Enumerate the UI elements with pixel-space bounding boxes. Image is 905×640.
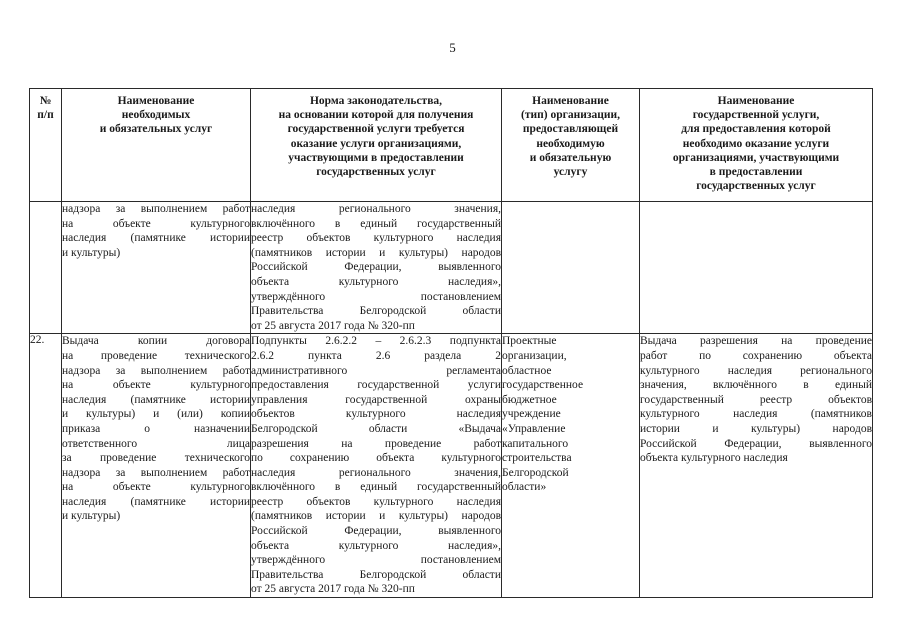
text-line: Российской Федерации, выявленного (640, 437, 872, 450)
header-service-name (62, 89, 251, 202)
text-line: учреждение (502, 408, 561, 421)
header-number (30, 89, 62, 202)
text-line: ответственного лица (62, 437, 250, 450)
text-line: организации, (502, 349, 567, 362)
header-line: и обязательную (529, 151, 612, 164)
text-line: надзора за выполнением работ (62, 466, 250, 479)
header-line: для предоставления которой (681, 123, 831, 136)
header-line: № (39, 95, 52, 107)
text-line: на объекте культурного (62, 481, 250, 494)
header-line: (тип) организации, (521, 109, 620, 122)
text-line: государственное (502, 379, 584, 392)
text-line: от 25 августа 2017 года № 320-пп (251, 319, 415, 332)
text-line: наследия (памятнике истории (62, 495, 250, 508)
text-line: наследия регионального значения, (251, 466, 501, 479)
text-line: Российской Федерации, выявленного (251, 261, 501, 274)
legal-norm-cell (251, 202, 502, 334)
header-government-service (640, 89, 873, 202)
header-line: в предоставлении (709, 166, 803, 179)
text-line: «Управление (502, 422, 566, 435)
text-line: культурного наследия регионального (640, 364, 872, 377)
government-service-cell (640, 202, 873, 334)
text-line: утверждённого постановлением (251, 290, 501, 303)
header-line: на основании которой для получения (278, 109, 474, 122)
government-service-cell (640, 334, 873, 598)
text-line: утверждённого постановлением (251, 554, 501, 567)
row-number: 22. (30, 334, 62, 598)
header-line: организациями, участвующими (672, 151, 840, 164)
text-line: объекта культурного наследия (640, 452, 788, 465)
text-line: надзора за выполнением работ (62, 364, 250, 377)
header-line: услугу (553, 166, 588, 179)
organization-type-cell (502, 334, 640, 598)
page-number: 5 (449, 40, 456, 55)
text-line: Выдача разрешения на проведение (640, 335, 872, 348)
header-line: п/п (37, 109, 54, 122)
header-line: Наименование (117, 95, 195, 107)
text-line: Проектные (502, 335, 557, 348)
text-line: работ по сохранению объекта (640, 349, 872, 362)
text-line: приказа о назначении (62, 422, 250, 435)
header-line: государственной услуги требуется (287, 123, 465, 136)
text-line: (памятников истории и культуры) народов (251, 510, 501, 523)
header-line: необходимо оказание услуги (682, 137, 830, 150)
text-line: наследия (памятнике истории (62, 393, 250, 406)
text-line: культурного наследия (памятников (640, 408, 872, 421)
text-line: наследия регионального значения, (251, 203, 501, 215)
table-row (30, 202, 873, 334)
text-line: бюджетное (502, 393, 557, 406)
text-line: включённого в единый государственный (251, 481, 501, 494)
header-line: предоставляющей (522, 123, 619, 136)
text-line: и культуры) и (или) копии (62, 408, 250, 421)
services-table (29, 88, 873, 598)
text-line: капитального (502, 437, 569, 450)
text-line: областное (502, 364, 552, 377)
text-line: государственный реестр объектов (640, 393, 872, 406)
header-line: Наименование (532, 95, 609, 107)
text-line: Подпункты 2.6.2.2 – 2.6.2.3 подпункта (251, 335, 501, 348)
table-header-row (30, 89, 873, 202)
text-line: и культуры) (62, 510, 121, 523)
text-line: Правительства Белгородской области (251, 305, 501, 318)
text-line: реестр объектов культурного наследия (251, 495, 501, 508)
text-line: Белгородской области «Выдача (251, 422, 501, 435)
header-legal-norm (251, 89, 502, 202)
text-line: объекта культурного наследия», (251, 539, 501, 552)
header-line: государственных услуг (696, 180, 816, 193)
text-line: истории и культуры) народов (640, 422, 872, 435)
text-line: области» (502, 481, 547, 494)
text-line: разрешения на проведение работ (251, 437, 501, 450)
text-line: объекта культурного наследия», (251, 275, 501, 288)
text-line: Выдача копии договора (62, 335, 250, 348)
text-line: включённого в единый государственный (251, 217, 501, 230)
text-line: значения, включённого в единый (640, 379, 872, 392)
header-line: участвующими в предоставлении (288, 151, 464, 164)
text-line: от 25 августа 2017 года № 320-пп (251, 583, 415, 596)
header-line: необходимых (121, 109, 191, 122)
text-line: на проведение технического (62, 349, 250, 362)
text-line: управления государственной охраны (251, 393, 501, 406)
header-line: Наименование (717, 95, 795, 107)
header-line: и обязательных услуг (99, 123, 213, 136)
legal-norm-cell (251, 334, 502, 598)
header-line: необходимую (536, 137, 605, 150)
header-line: оказание услуги организациями, (290, 137, 462, 150)
text-line: 2.6.2 пункта 2.6 раздела 2 (251, 349, 501, 362)
text-line: Правительства Белгородской области (251, 568, 501, 581)
header-organization-type (502, 89, 640, 202)
text-line: надзора за выполнением работ (62, 203, 250, 215)
table-row (30, 334, 873, 598)
text-line: реестр объектов культурного наследия (251, 232, 501, 245)
text-line: Белгородской (502, 466, 569, 479)
header-line: государственной услуги, (692, 109, 820, 122)
service-name-cell (62, 334, 251, 598)
text-line: Российской Федерации, выявленного (251, 525, 501, 538)
text-line: за проведение технического (62, 452, 250, 465)
text-line: по сохранению объекта культурного (251, 452, 501, 465)
organization-type-cell (502, 202, 640, 334)
row-number (30, 202, 62, 334)
text-line: на объекте культурного (62, 217, 250, 230)
service-name-cell (62, 202, 251, 334)
text-line: и культуры) (62, 246, 121, 259)
text-line: предоставления государственной услуги (251, 379, 501, 392)
text-line: строительства (502, 452, 572, 465)
header-line: государственных услуг (316, 166, 436, 179)
text-line: наследия (памятнике истории (62, 232, 250, 245)
text-line: на объекте культурного (62, 379, 250, 392)
header-line: Норма законодательства, (309, 95, 443, 107)
text-line: объектов культурного наследия (251, 408, 501, 421)
text-line: (памятников истории и культуры) народов (251, 246, 501, 259)
text-line: административного регламента (251, 364, 501, 377)
